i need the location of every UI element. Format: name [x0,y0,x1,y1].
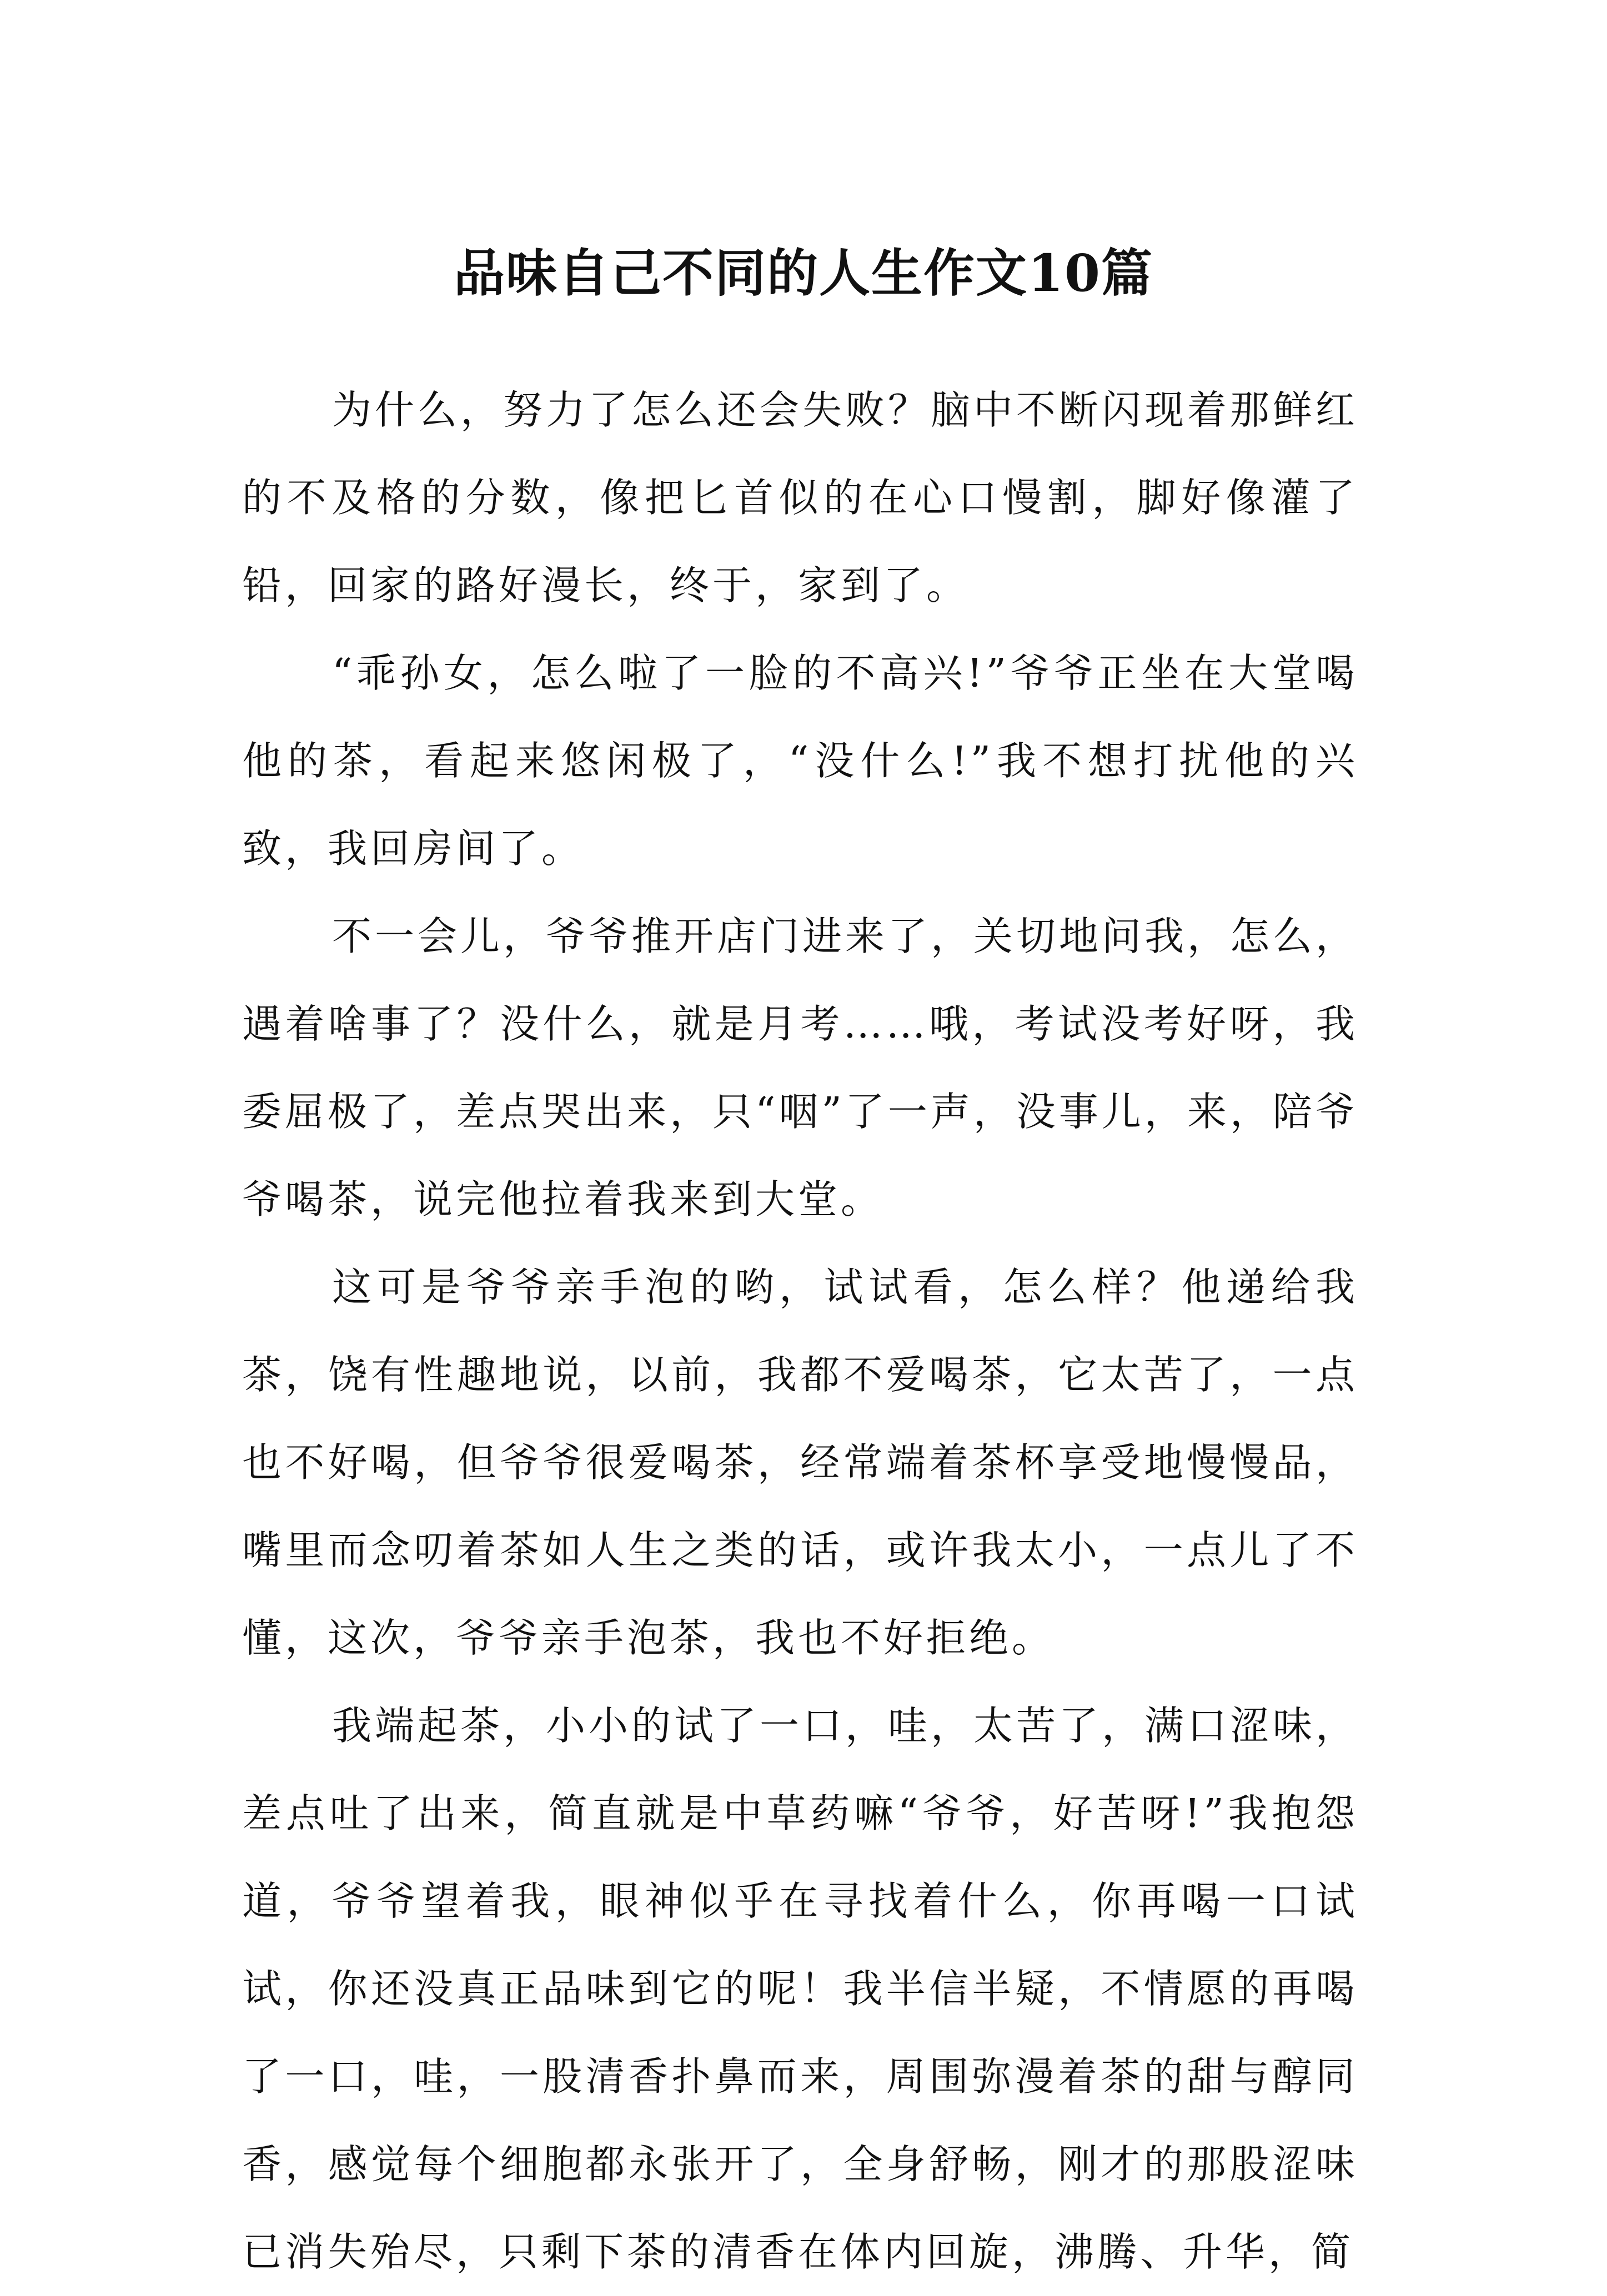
document-body [242,366,1358,2296]
paragraph-3: 不一会儿，爷爷推开店门进来了，关切地问我，怎么，遇着啥事了？没什么，就是月考……哦，考试没考好呀，我委屈极了，差点哭出来，只“咽”了一声，没事儿，来，陪爷爷喝茶，说完他拉着我来到大堂。 [242,913,1359,1222]
paragraph-4: 这可是爷爷亲手泡的哟，试试看，怎么样？他递给我茶，饶有性趣地说，以前，我都不爱喝茶，它太苦了，一点也不好喝，但爷爷很爱喝茶，经常端着茶杯享受地慢慢品，嘴里而念叨着茶如人生之类的话，或许我太小，一点儿了不懂，这次，爷爷亲手泡茶，我也不好拒绝。 [242,1264,1358,1661]
paragraph-2: “乖孙女，怎么啦了一脸的不高兴!”爷爷正坐在大堂喝他的茶，看起来悠闲极了，“没什么!”我不想打扰他的兴致，我回房间了。 [242,650,1358,872]
paragraph-5: 我端起茶，小小的试了一口，哇，太苦了，满口涩味，差点吐了出来，简直就是中草药嘛“爷爷，好苦呀!”我抱怨道，爷爷望着我，眼神似乎在寻找着什么，你再喝一口试试，你还没真正品味到它的呢！我半信半疑，不情愿的再喝了一口，哇，一股清香扑鼻而来，周围弥漫着茶的甜与醇同香，感觉每个细胞都永张开了，全身舒畅，刚才的那股涩味已消失殆尽，只剩下茶的清香在体内回旋，沸腾、升华，简 [242,1703,1359,2275]
paragraph-1: 为什么，努力了怎么还会失败？脑中不断闪现着那鲜红的不及格的分数，像把匕首似的在心口慢割，脚好像灌了铅，回家的路好漫长，终于，家到了。 [242,387,1359,608]
document-title: 品味自己不同的人生作文10篇 [453,243,1154,303]
